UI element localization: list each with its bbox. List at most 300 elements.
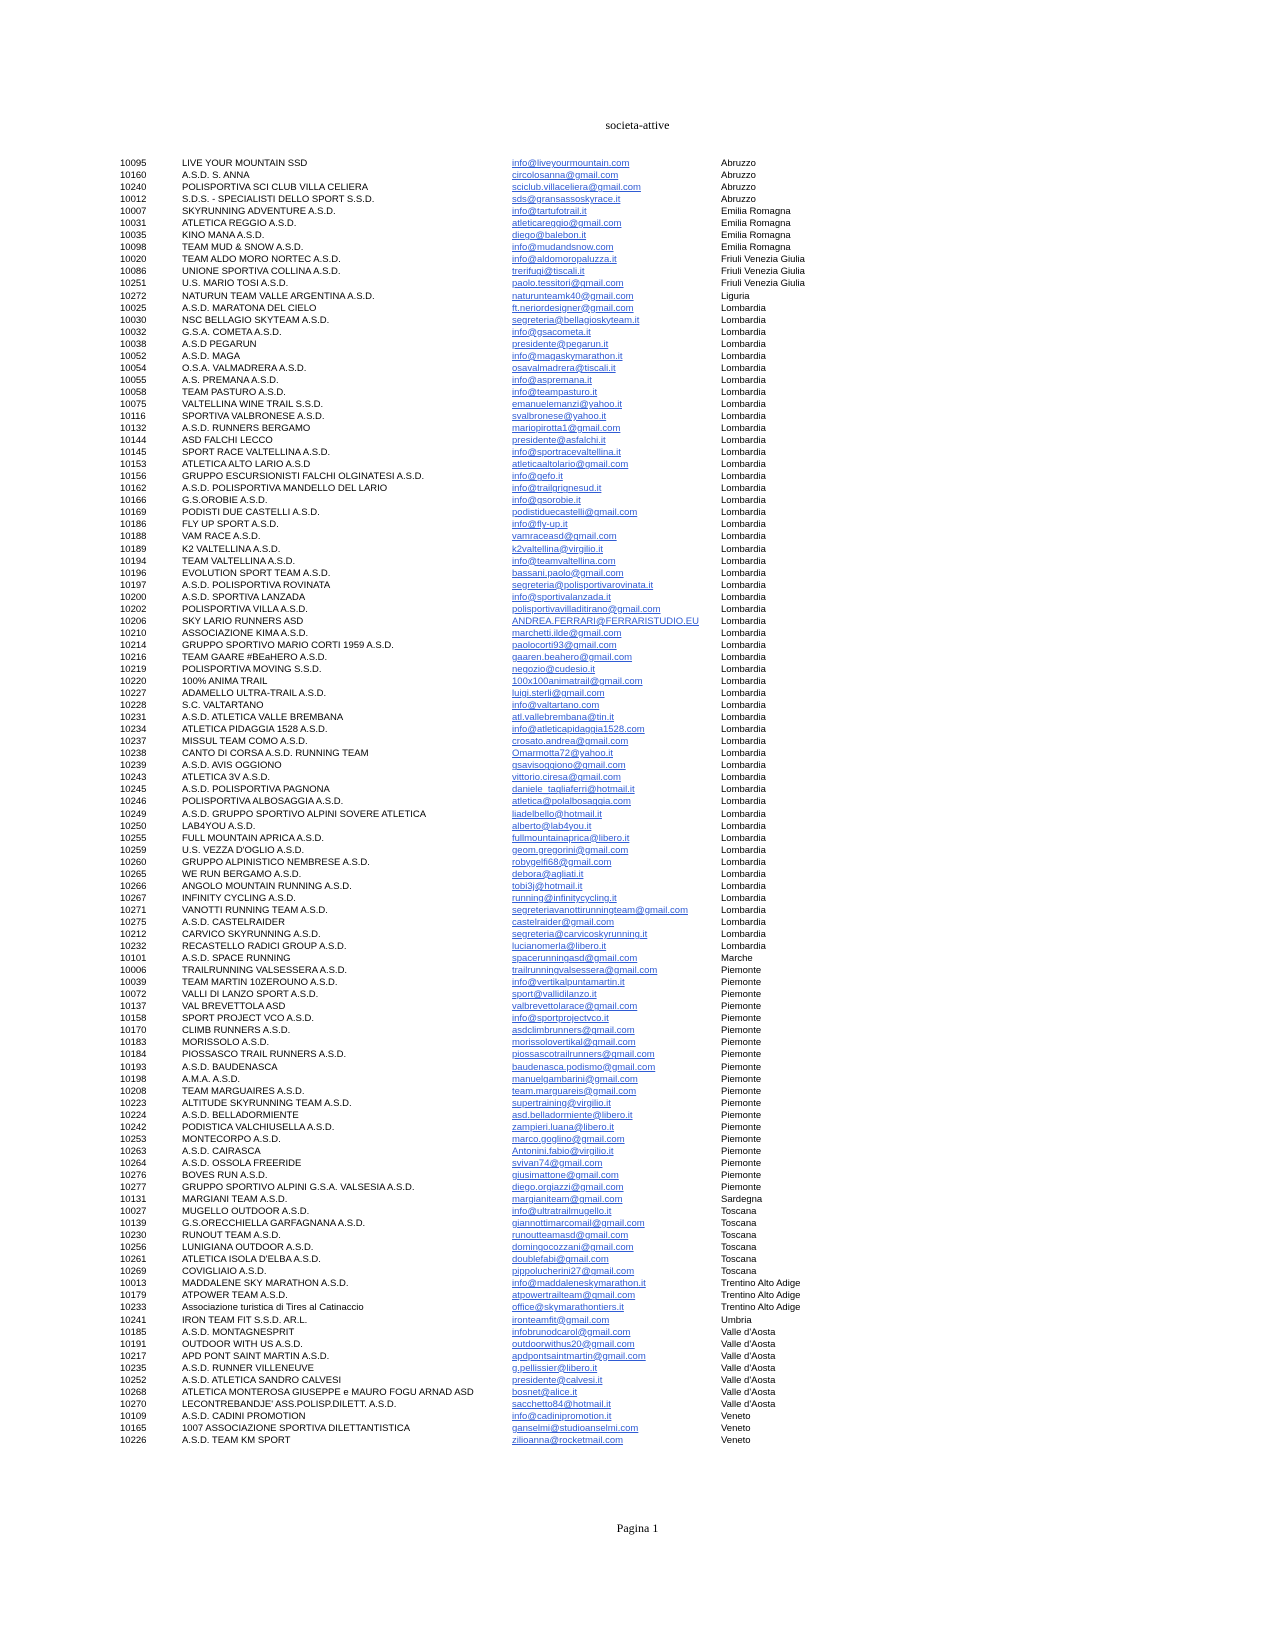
society-code: 10200 bbox=[120, 591, 147, 603]
society-region: Abruzzo bbox=[721, 194, 756, 206]
society-email-link[interactable]: info@aldomoropaluzza.it bbox=[512, 254, 617, 266]
society-name: POLISPORTIVA VILLA A.S.D. bbox=[182, 603, 308, 615]
society-name: ATLETICA REGGIO A.S.D. bbox=[182, 218, 297, 230]
society-email-link[interactable]: domingocozzani@gmail.com bbox=[512, 1242, 634, 1254]
society-name: PODISTICA VALCHIUSELLA A.S.D. bbox=[182, 1121, 335, 1133]
table-row bbox=[120, 1399, 1120, 1411]
society-code: 10246 bbox=[120, 796, 147, 808]
society-code: 10086 bbox=[120, 266, 147, 278]
society-email-link[interactable]: diego@balebon.it bbox=[512, 230, 587, 242]
society-email-link[interactable]: Antonini.fabio@virgilio.it bbox=[512, 1145, 614, 1157]
society-name: OUTDOOR WITH US A.S.D. bbox=[182, 1338, 303, 1350]
society-region: Piemonte bbox=[721, 1037, 762, 1049]
society-email-link[interactable]: info@aspremana.it bbox=[512, 374, 592, 386]
society-name: SPORT RACE VALTELLINA A.S.D. bbox=[182, 447, 331, 459]
society-email-link[interactable]: g.pellissier@libero.it bbox=[512, 1362, 598, 1374]
society-code: 10242 bbox=[120, 1121, 147, 1133]
table-row bbox=[120, 1134, 1120, 1146]
society-region: Lombardia bbox=[721, 784, 766, 796]
society-code: 10038 bbox=[120, 338, 147, 350]
society-email-link[interactable]: info@gsacometa.it bbox=[512, 326, 591, 338]
society-email-link[interactable]: mariopirotta1@gmail.com bbox=[512, 423, 621, 435]
society-region: Friuli Venezia Giulia bbox=[721, 254, 805, 266]
society-code: 10241 bbox=[120, 1314, 147, 1326]
society-code: 10027 bbox=[120, 1206, 147, 1218]
table-row bbox=[120, 1110, 1120, 1122]
society-email-link[interactable]: running@infinitycycling.it bbox=[512, 892, 617, 904]
society-email-link[interactable]: liadelbello@hotmail.it bbox=[512, 808, 602, 820]
society-email-link[interactable]: marco.goglino@gmail.com bbox=[512, 1133, 625, 1145]
society-email-link[interactable]: info@mudandsnow.com bbox=[512, 242, 614, 254]
society-name: A.S.D. MONTAGNESPRIT bbox=[182, 1326, 295, 1338]
society-email-link[interactable]: sacchetto84@hotmail.it bbox=[512, 1398, 611, 1410]
society-email-link[interactable]: lucianomerla@libero.it bbox=[512, 941, 607, 953]
society-code: 10240 bbox=[120, 182, 147, 194]
society-email-link[interactable]: morissolovertikal@gmail.com bbox=[512, 1037, 636, 1049]
society-region: Piemonte bbox=[721, 1085, 762, 1097]
table-row bbox=[120, 1230, 1120, 1242]
society-name: A.S.D. BAUDENASCA bbox=[182, 1061, 278, 1073]
society-email-link[interactable]: segreteriavanottirunningteam@gmail.com bbox=[512, 904, 688, 916]
society-name: RECASTELLO RADICI GROUP A.S.D. bbox=[182, 941, 347, 953]
society-email-link[interactable]: sport@vallidilanzo.it bbox=[512, 989, 597, 1001]
society-email-link[interactable]: valbrevettolarace@gmail.com bbox=[512, 1001, 638, 1013]
society-region: Abruzzo bbox=[721, 158, 756, 169]
society-email-link[interactable]: info@maddaleneskymarathon.it bbox=[512, 1278, 646, 1290]
table-row bbox=[120, 230, 1120, 242]
society-name: U.S. MARIO TOSI A.S.D. bbox=[182, 278, 289, 290]
table-row bbox=[120, 989, 1120, 1001]
society-code: 10166 bbox=[120, 495, 147, 507]
society-code: 10035 bbox=[120, 230, 147, 242]
society-email-link[interactable]: segreteria@bellagioskyteam.it bbox=[512, 314, 640, 326]
society-email-link[interactable]: doublefabi@gmail.com bbox=[512, 1254, 609, 1266]
society-name: O.S.A. VALMADRERA A.S.D. bbox=[182, 362, 307, 374]
society-code: 10202 bbox=[120, 603, 147, 615]
society-region: Lombardia bbox=[721, 856, 766, 868]
society-region: Piemonte bbox=[721, 989, 762, 1001]
society-code: 10165 bbox=[120, 1422, 147, 1434]
society-email-link[interactable]: office@skymarathontiers.it bbox=[512, 1302, 624, 1314]
society-name: CLIMB RUNNERS A.S.D. bbox=[182, 1025, 291, 1037]
society-email-link[interactable]: zampieri.luana@libero.it bbox=[512, 1121, 615, 1133]
society-email-link[interactable]: asdclimbrunners@gmail.com bbox=[512, 1025, 635, 1037]
society-name: A.S.D. OSSOLA FREERIDE bbox=[182, 1157, 302, 1169]
society-email-link[interactable]: geom.gregorini@gmail.com bbox=[512, 844, 629, 856]
society-email-link[interactable]: naturunteamk40@gmail.com bbox=[512, 290, 634, 302]
table-row bbox=[120, 1170, 1120, 1182]
table-row bbox=[120, 977, 1120, 989]
society-name: GRUPPO ESCURSIONISTI FALCHI OLGINATESI A.S.D. bbox=[182, 471, 425, 483]
society-email-link[interactable]: info@liveyourmountain.com bbox=[512, 158, 630, 169]
table-row bbox=[120, 266, 1120, 278]
society-email-link[interactable]: zilioanna@rocketmail.com bbox=[512, 1434, 624, 1446]
table-row bbox=[120, 1049, 1120, 1061]
society-email-link[interactable]: ANDREA.FERRARI@FERRARISTUDIO.EU bbox=[512, 615, 699, 627]
society-email-link[interactable]: spacerunningasd@gmail.com bbox=[512, 953, 638, 965]
society-email-link[interactable]: info@tartufotrail.it bbox=[512, 206, 587, 218]
society-email-link[interactable]: info@magaskymarathon.it bbox=[512, 350, 623, 362]
society-code: 10185 bbox=[120, 1326, 147, 1338]
table-row bbox=[120, 616, 1120, 628]
table-row bbox=[120, 1062, 1120, 1074]
society-email-link[interactable]: piossascotrailrunners@gmail.com bbox=[512, 1049, 655, 1061]
society-email-link[interactable]: atleticareggio@gmail.com bbox=[512, 218, 622, 230]
society-email-link[interactable]: presidente@pegarun.it bbox=[512, 338, 609, 350]
table-row bbox=[120, 315, 1120, 327]
society-email-link[interactable]: giannottimarcomail@gmail.com bbox=[512, 1218, 645, 1230]
table-row bbox=[120, 1122, 1120, 1134]
table-row bbox=[120, 158, 1120, 170]
table-row bbox=[120, 965, 1120, 977]
society-email-link[interactable]: paolo.tessitori@gmail.com bbox=[512, 278, 624, 290]
society-code: 10232 bbox=[120, 941, 147, 953]
society-name: A.S.D. BELLADORMIENTE bbox=[182, 1109, 299, 1121]
society-email-link[interactable]: alberto@lab4you.it bbox=[512, 820, 592, 832]
society-name: ATPOWER TEAM A.S.D. bbox=[182, 1290, 288, 1302]
society-region: Trentino Alto Adige bbox=[721, 1302, 801, 1314]
society-name: GRUPPO ALPINISTICO NEMBRESE A.S.D. bbox=[182, 856, 370, 868]
society-code: 10226 bbox=[120, 1434, 147, 1446]
society-email-link[interactable]: info@valtartano.com bbox=[512, 700, 600, 712]
society-region: Lombardia bbox=[721, 663, 766, 675]
society-email-link[interactable]: team.marguareis@gmail.com bbox=[512, 1085, 637, 1097]
society-code: 10194 bbox=[120, 555, 147, 567]
society-region: Piemonte bbox=[721, 1049, 762, 1061]
society-email-link[interactable]: 100x100animatrail@gmail.com bbox=[512, 676, 643, 688]
society-name: POLISPORTIVA MOVING S.S.D. bbox=[182, 663, 322, 675]
society-region: Lombardia bbox=[721, 471, 766, 483]
society-email-link[interactable]: fullmountainaprica@libero.it bbox=[512, 832, 630, 844]
society-name: BOVES RUN A.S.D. bbox=[182, 1169, 268, 1181]
society-code: 10237 bbox=[120, 736, 147, 748]
society-code: 10208 bbox=[120, 1085, 147, 1097]
society-name: ANGOLO MOUNTAIN RUNNING A.S.D. bbox=[182, 880, 352, 892]
society-name: A.S.D. MAGA bbox=[182, 350, 241, 362]
society-email-link[interactable]: circolosanna@gmail.com bbox=[512, 170, 619, 182]
society-code: 10012 bbox=[120, 194, 147, 206]
society-email-link[interactable]: info@atleticapidaggia1528.com bbox=[512, 724, 645, 736]
society-email-link[interactable]: bosnet@alice.it bbox=[512, 1386, 578, 1398]
society-email-link[interactable]: diego.orgiazzi@gmail.com bbox=[512, 1181, 624, 1193]
society-region: Lombardia bbox=[721, 386, 766, 398]
society-email-link[interactable]: outdoorwithus20@gmail.com bbox=[512, 1338, 635, 1350]
society-email-link[interactable]: gaaren.beahero@gmail.com bbox=[512, 651, 633, 663]
table-row bbox=[120, 218, 1120, 230]
society-email-link[interactable]: daniele_tagliaferri@hotmail.it bbox=[512, 784, 635, 796]
society-email-link[interactable]: info@vertikalpuntamartin.it bbox=[512, 977, 625, 989]
society-name: 100% ANIMA TRAIL bbox=[182, 676, 268, 688]
society-email-link[interactable]: marchetti.ilde@gmail.com bbox=[512, 627, 622, 639]
society-email-link[interactable]: Omarmotta72@yahoo.it bbox=[512, 748, 613, 760]
society-email-link[interactable]: info@gefo.it bbox=[512, 471, 563, 483]
society-email-link[interactable]: atleticaaltolario@gmail.com bbox=[512, 459, 629, 471]
society-email-link[interactable]: info@teampasturo.it bbox=[512, 386, 598, 398]
table-row bbox=[120, 1387, 1120, 1399]
table-row bbox=[120, 459, 1120, 471]
table-row bbox=[120, 1001, 1120, 1013]
society-name: APD PONT SAINT MARTIN A.S.D. bbox=[182, 1350, 330, 1362]
society-region: Lombardia bbox=[721, 507, 766, 519]
society-name: A.S.D PEGARUN bbox=[182, 338, 257, 350]
table-row bbox=[120, 1339, 1120, 1351]
society-name: TEAM PASTURO A.S.D. bbox=[182, 386, 286, 398]
society-name: LUNIGIANA OUTDOOR A.S.D. bbox=[182, 1242, 314, 1254]
society-region: Lombardia bbox=[721, 772, 766, 784]
table-row bbox=[120, 447, 1120, 459]
society-region: Lombardia bbox=[721, 688, 766, 700]
table-row bbox=[120, 700, 1120, 712]
society-name: VANOTTI RUNNING TEAM A.S.D. bbox=[182, 904, 328, 916]
society-region: Valle d'Aosta bbox=[721, 1374, 776, 1386]
society-code: 10032 bbox=[120, 326, 147, 338]
society-email-link[interactable]: ft.neriordesigner@gmail.com bbox=[512, 302, 634, 314]
society-code: 10265 bbox=[120, 868, 147, 880]
society-name: LIVE YOUR MOUNTAIN SSD bbox=[182, 158, 308, 169]
society-code: 10251 bbox=[120, 278, 147, 290]
society-name: A.S.D. SPACE RUNNING bbox=[182, 953, 291, 965]
society-region: Lombardia bbox=[721, 495, 766, 507]
society-email-link[interactable]: emanuelemanzi@yahoo.it bbox=[512, 398, 622, 410]
table-row bbox=[120, 592, 1120, 604]
society-code: 10197 bbox=[120, 579, 147, 591]
society-name: UNIONE SPORTIVA COLLINA A.S.D. bbox=[182, 266, 341, 278]
table-row bbox=[120, 1375, 1120, 1387]
table-row bbox=[120, 544, 1120, 556]
society-code: 10072 bbox=[120, 989, 147, 1001]
society-code: 10227 bbox=[120, 688, 147, 700]
table-row bbox=[120, 929, 1120, 941]
society-email-link[interactable]: debora@agliati.it bbox=[512, 868, 584, 880]
society-email-link[interactable]: info@sportprojectvco.it bbox=[512, 1013, 609, 1025]
table-row bbox=[120, 495, 1120, 507]
society-code: 10276 bbox=[120, 1169, 147, 1181]
society-region: Toscana bbox=[721, 1254, 757, 1266]
society-code: 10235 bbox=[120, 1362, 147, 1374]
society-email-link[interactable]: ironteamfit@gmail.com bbox=[512, 1314, 610, 1326]
society-email-link[interactable]: sds@gransassoskyrace.it bbox=[512, 194, 621, 206]
society-email-link[interactable]: sciclub.villaceliera@gmail.com bbox=[512, 182, 641, 194]
society-region: Lombardia bbox=[721, 844, 766, 856]
society-code: 10260 bbox=[120, 856, 147, 868]
society-code: 10055 bbox=[120, 374, 147, 386]
table-row bbox=[120, 821, 1120, 833]
society-email-link[interactable]: paolocorti93@gmail.com bbox=[512, 639, 617, 651]
society-region: Piemonte bbox=[721, 1133, 762, 1145]
society-email-link[interactable]: runoutteamasd@gmail.com bbox=[512, 1230, 629, 1242]
society-region: Lombardia bbox=[721, 796, 766, 808]
society-region: Lombardia bbox=[721, 904, 766, 916]
society-code: 10219 bbox=[120, 663, 147, 675]
table-row bbox=[120, 1411, 1120, 1423]
society-name: 1007 ASSOCIAZIONE SPORTIVA DILETTANTISTICA bbox=[182, 1422, 411, 1434]
society-email-link[interactable]: info@ultratrailmugello.it bbox=[512, 1206, 612, 1218]
society-name: A.S.D. POLISPORTIVA ROVINATA bbox=[182, 579, 331, 591]
society-email-link[interactable]: info@sportracevaltellina.it bbox=[512, 447, 621, 459]
society-region: Lombardia bbox=[721, 700, 766, 712]
society-code: 10101 bbox=[120, 953, 147, 965]
society-region: Lombardia bbox=[721, 302, 766, 314]
society-code: 10249 bbox=[120, 808, 147, 820]
society-email-link[interactable]: bassani.paolo@gmail.com bbox=[512, 567, 624, 579]
society-code: 10234 bbox=[120, 724, 147, 736]
society-email-link[interactable]: info@teamvaltellina.com bbox=[512, 555, 616, 567]
society-name: FLY UP SPORT A.S.D. bbox=[182, 519, 279, 531]
society-email-link[interactable]: ganselmi@studioanselmi.com bbox=[512, 1422, 639, 1434]
society-name: U.S. VEZZA D'OGLIO A.S.D. bbox=[182, 844, 305, 856]
society-code: 10153 bbox=[120, 459, 147, 471]
society-email-link[interactable]: giusimattone@gmail.com bbox=[512, 1169, 619, 1181]
table-row bbox=[120, 1242, 1120, 1254]
society-code: 10189 bbox=[120, 543, 147, 555]
society-name: A.S.D. MARATONA DEL CIELO bbox=[182, 302, 317, 314]
society-code: 10179 bbox=[120, 1290, 147, 1302]
society-region: Lombardia bbox=[721, 531, 766, 543]
society-email-link[interactable]: luigi.sterli@gmail.com bbox=[512, 688, 605, 700]
table-row bbox=[120, 399, 1120, 411]
society-code: 10039 bbox=[120, 977, 147, 989]
society-code: 10272 bbox=[120, 290, 147, 302]
society-email-link[interactable]: atletica@polalbosaggia.com bbox=[512, 796, 631, 808]
society-name: ADAMELLO ULTRA-TRAIL A.S.D. bbox=[182, 688, 327, 700]
society-email-link[interactable]: manuelgambarini@gmail.com bbox=[512, 1073, 638, 1085]
society-region: Lombardia bbox=[721, 916, 766, 928]
society-name: NSC BELLAGIO SKYTEAM A.S.D. bbox=[182, 314, 330, 326]
society-region: Piemonte bbox=[721, 1073, 762, 1085]
society-region: Lombardia bbox=[721, 892, 766, 904]
society-email-link[interactable]: presidente@asfalchi.it bbox=[512, 435, 606, 447]
society-region: Valle d'Aosta bbox=[721, 1386, 776, 1398]
table-row bbox=[120, 483, 1120, 495]
society-code: 10170 bbox=[120, 1025, 147, 1037]
society-email-link[interactable]: presidente@calvesi.it bbox=[512, 1374, 603, 1386]
table-row bbox=[120, 242, 1120, 254]
society-email-link[interactable]: svalbronese@yahoo.it bbox=[512, 410, 607, 422]
society-email-link[interactable]: info@trailgrignesud.it bbox=[512, 483, 602, 495]
table-row bbox=[120, 869, 1120, 881]
society-email-link[interactable]: polisportivavilladitirano@gmail.com bbox=[512, 603, 661, 615]
table-row bbox=[120, 170, 1120, 182]
table-row bbox=[120, 1302, 1120, 1314]
society-email-link[interactable]: podistiduecastelli@gmail.com bbox=[512, 507, 638, 519]
society-name: EVOLUTION SPORT TEAM A.S.D. bbox=[182, 567, 331, 579]
society-region: Lombardia bbox=[721, 627, 766, 639]
society-email-link[interactable]: info@fly-up.it bbox=[512, 519, 568, 531]
society-region: Trentino Alto Adige bbox=[721, 1290, 801, 1302]
society-region: Lombardia bbox=[721, 338, 766, 350]
society-email-link[interactable]: trerifugi@tiscali.it bbox=[512, 266, 585, 278]
society-region: Lombardia bbox=[721, 447, 766, 459]
society-code: 10131 bbox=[120, 1194, 147, 1206]
society-name: A.S.D. ATLETICA SANDRO CALVESI bbox=[182, 1374, 342, 1386]
society-code: 10266 bbox=[120, 880, 147, 892]
society-code: 10277 bbox=[120, 1181, 147, 1193]
society-name: A.S.D. CAIRASCA bbox=[182, 1145, 261, 1157]
society-code: 10007 bbox=[120, 206, 147, 218]
society-code: 10139 bbox=[120, 1218, 147, 1230]
society-code: 10186 bbox=[120, 519, 147, 531]
society-code: 10261 bbox=[120, 1254, 147, 1266]
society-code: 10188 bbox=[120, 531, 147, 543]
society-email-link[interactable]: castelraider@gmail.com bbox=[512, 916, 615, 928]
society-email-link[interactable]: info@cadinipromotion.it bbox=[512, 1410, 612, 1422]
society-name: LAB4YOU A.S.D. bbox=[182, 820, 256, 832]
society-code: 10217 bbox=[120, 1350, 147, 1362]
society-email-link[interactable]: negozio@cudesio.it bbox=[512, 663, 596, 675]
society-name: G.S.ORECCHIELLA GARFAGNANA A.S.D. bbox=[182, 1218, 366, 1230]
society-email-link[interactable]: vamraceasd@gmail.com bbox=[512, 531, 617, 543]
society-code: 10196 bbox=[120, 567, 147, 579]
table-row bbox=[120, 784, 1120, 796]
society-region: Lombardia bbox=[721, 326, 766, 338]
society-email-link[interactable]: pippolucherini27@gmail.com bbox=[512, 1266, 635, 1278]
society-email-link[interactable]: margianiteam@gmail.com bbox=[512, 1194, 623, 1206]
society-region: Friuli Venezia Giulia bbox=[721, 266, 805, 278]
society-email-link[interactable]: info@sportivalanzada.it bbox=[512, 591, 611, 603]
society-email-link[interactable]: vittorio.ciresa@gmail.com bbox=[512, 772, 621, 784]
table-row bbox=[120, 760, 1120, 772]
society-email-link[interactable]: apdpontsaintmartin@gmail.com bbox=[512, 1350, 646, 1362]
table-row bbox=[120, 1423, 1120, 1435]
table-row bbox=[120, 905, 1120, 917]
society-code: 10025 bbox=[120, 302, 147, 314]
society-email-link[interactable]: tobi3j@hotmail.it bbox=[512, 880, 583, 892]
society-region: Lombardia bbox=[721, 519, 766, 531]
table-row bbox=[120, 833, 1120, 845]
society-email-link[interactable]: trailrunningvalsessera@gmail.com bbox=[512, 965, 658, 977]
table-row bbox=[120, 1266, 1120, 1278]
society-email-link[interactable]: atl.vallebrembana@tin.it bbox=[512, 712, 615, 724]
society-email-link[interactable]: osavalmadrera@tiscali.it bbox=[512, 362, 616, 374]
table-row bbox=[120, 845, 1120, 857]
society-name: ATLETICA 3V A.S.D. bbox=[182, 772, 270, 784]
society-email-link[interactable]: infobrunodcarol@gmail.com bbox=[512, 1326, 631, 1338]
table-row bbox=[120, 291, 1120, 303]
society-email-link[interactable]: gsavisoggiono@gmail.com bbox=[512, 760, 626, 772]
table-row bbox=[120, 1025, 1120, 1037]
society-region: Lombardia bbox=[721, 929, 766, 940]
society-name: A.S.D. TEAM KM SPORT bbox=[182, 1434, 291, 1446]
society-email-link[interactable]: crosato.andrea@gmail.com bbox=[512, 736, 629, 748]
society-email-link[interactable]: atpowertrailteam@gmail.com bbox=[512, 1290, 636, 1302]
society-name: ASSOCIAZIONE KIMA A.S.D. bbox=[182, 627, 309, 639]
table-row bbox=[120, 1037, 1120, 1049]
society-region: Trentino Alto Adige bbox=[721, 1278, 801, 1290]
society-email-link[interactable]: segreteria@polisportivarovinata.it bbox=[512, 579, 654, 591]
society-email-link[interactable]: baudenasca.podismo@gmail.com bbox=[512, 1061, 656, 1073]
society-email-link[interactable]: supertraining@virgilio.it bbox=[512, 1097, 611, 1109]
society-region: Lombardia bbox=[721, 398, 766, 410]
society-email-link[interactable]: robygelfi68@gmail.com bbox=[512, 856, 612, 868]
society-email-link[interactable]: svivan74@gmail.com bbox=[512, 1157, 603, 1169]
society-code: 10259 bbox=[120, 844, 147, 856]
society-region: Lombardia bbox=[721, 579, 766, 591]
table-row bbox=[120, 881, 1120, 893]
society-code: 10144 bbox=[120, 435, 147, 447]
society-email-link[interactable]: k2valtellina@virgilio.it bbox=[512, 543, 603, 555]
society-region: Lombardia bbox=[721, 615, 766, 627]
society-code: 10132 bbox=[120, 423, 147, 435]
society-region: Piemonte bbox=[721, 1121, 762, 1133]
society-code: 10193 bbox=[120, 1061, 147, 1073]
society-email-link[interactable]: segreteria@carvicoskyrunning.it bbox=[512, 929, 648, 940]
society-code: 10095 bbox=[120, 158, 147, 169]
society-region: Lombardia bbox=[721, 555, 766, 567]
society-email-link[interactable]: asd.belladormiente@libero.it bbox=[512, 1109, 633, 1121]
society-email-link[interactable]: info@gsorobie.it bbox=[512, 495, 581, 507]
society-name: A.S. PREMANA A.S.D. bbox=[182, 374, 279, 386]
society-name: WE RUN BERGAMO A.S.D. bbox=[182, 868, 302, 880]
